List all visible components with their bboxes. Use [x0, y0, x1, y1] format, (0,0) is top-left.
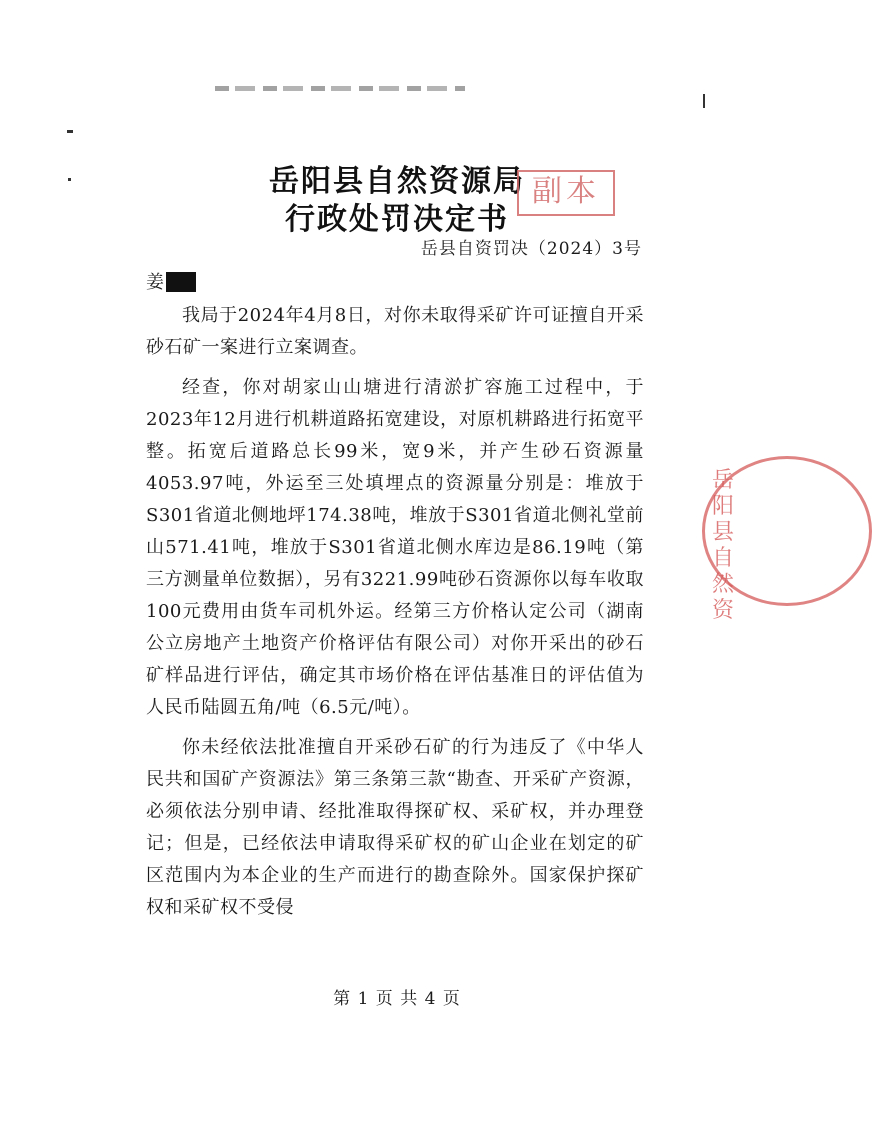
official-seal — [698, 456, 798, 623]
recipient-name: 姜 — [146, 272, 164, 293]
seal-text: 岳阳县自然资 — [712, 468, 735, 623]
recipient-line — [146, 268, 196, 294]
redaction-block — [166, 272, 196, 292]
scan-artifact — [67, 130, 73, 133]
scan-artifact — [215, 86, 465, 91]
paragraph: 你未经依法批准擅自开采砂石矿的行为违反了《中华人民共和国矿产资源法》第三条第三款“勘查、开采矿产资源，必须依法分别申请、经批准取得探矿权、采矿权，并办理登记；但是，已经依法申请取得采矿权的矿山企业在划定的矿区范围内为本企业的生产而进行的勘查除外。国家保护探矿权和采矿权不受侵 — [146, 737, 644, 918]
paragraph: 经查，你对胡家山山塘进行清淤扩容施工过程中，于2023年12月进行机耕道路拓宽建设，对原机耕路进行拓宽平整。拓宽后道路总长99米，宽9米，并产生砂石资源量4053.97吨，外运至三处填埋点的资源量分别是：堆放于S301省道北侧地坪174.38吨，堆放于S301省道北侧礼堂前山571.41吨，堆放于S301省道北侧水库边是86.19吨（第三方测量单位数据），另有3221.99吨砂石资源你以每车收取100元费用由货车司机外运。经第三方价格认定公司（湖南公立房地产土地资产价格评估有限公司）对你开采出的砂石矿样品进行评估，确定其市场价格在评估基准日的评估值为人民币陆圆五角/吨（6.5元/吨）。 — [146, 377, 644, 718]
scan-artifact — [703, 94, 705, 108]
document-subtitle: 行政处罚决定书 — [285, 202, 509, 237]
document-body — [146, 300, 644, 932]
document-title: 岳阳县自然资源局 — [269, 164, 525, 199]
copy-stamp: 副本 — [517, 170, 615, 216]
document-number: 岳县自资罚决（2024）3号 — [420, 239, 642, 259]
paragraph: 我局于2024年4月8日，对你未取得采矿许可证擅自开采砂石矿一案进行立案调查。 — [146, 305, 644, 358]
page-footer: 第 1 页 共 4 页 — [333, 989, 461, 1009]
